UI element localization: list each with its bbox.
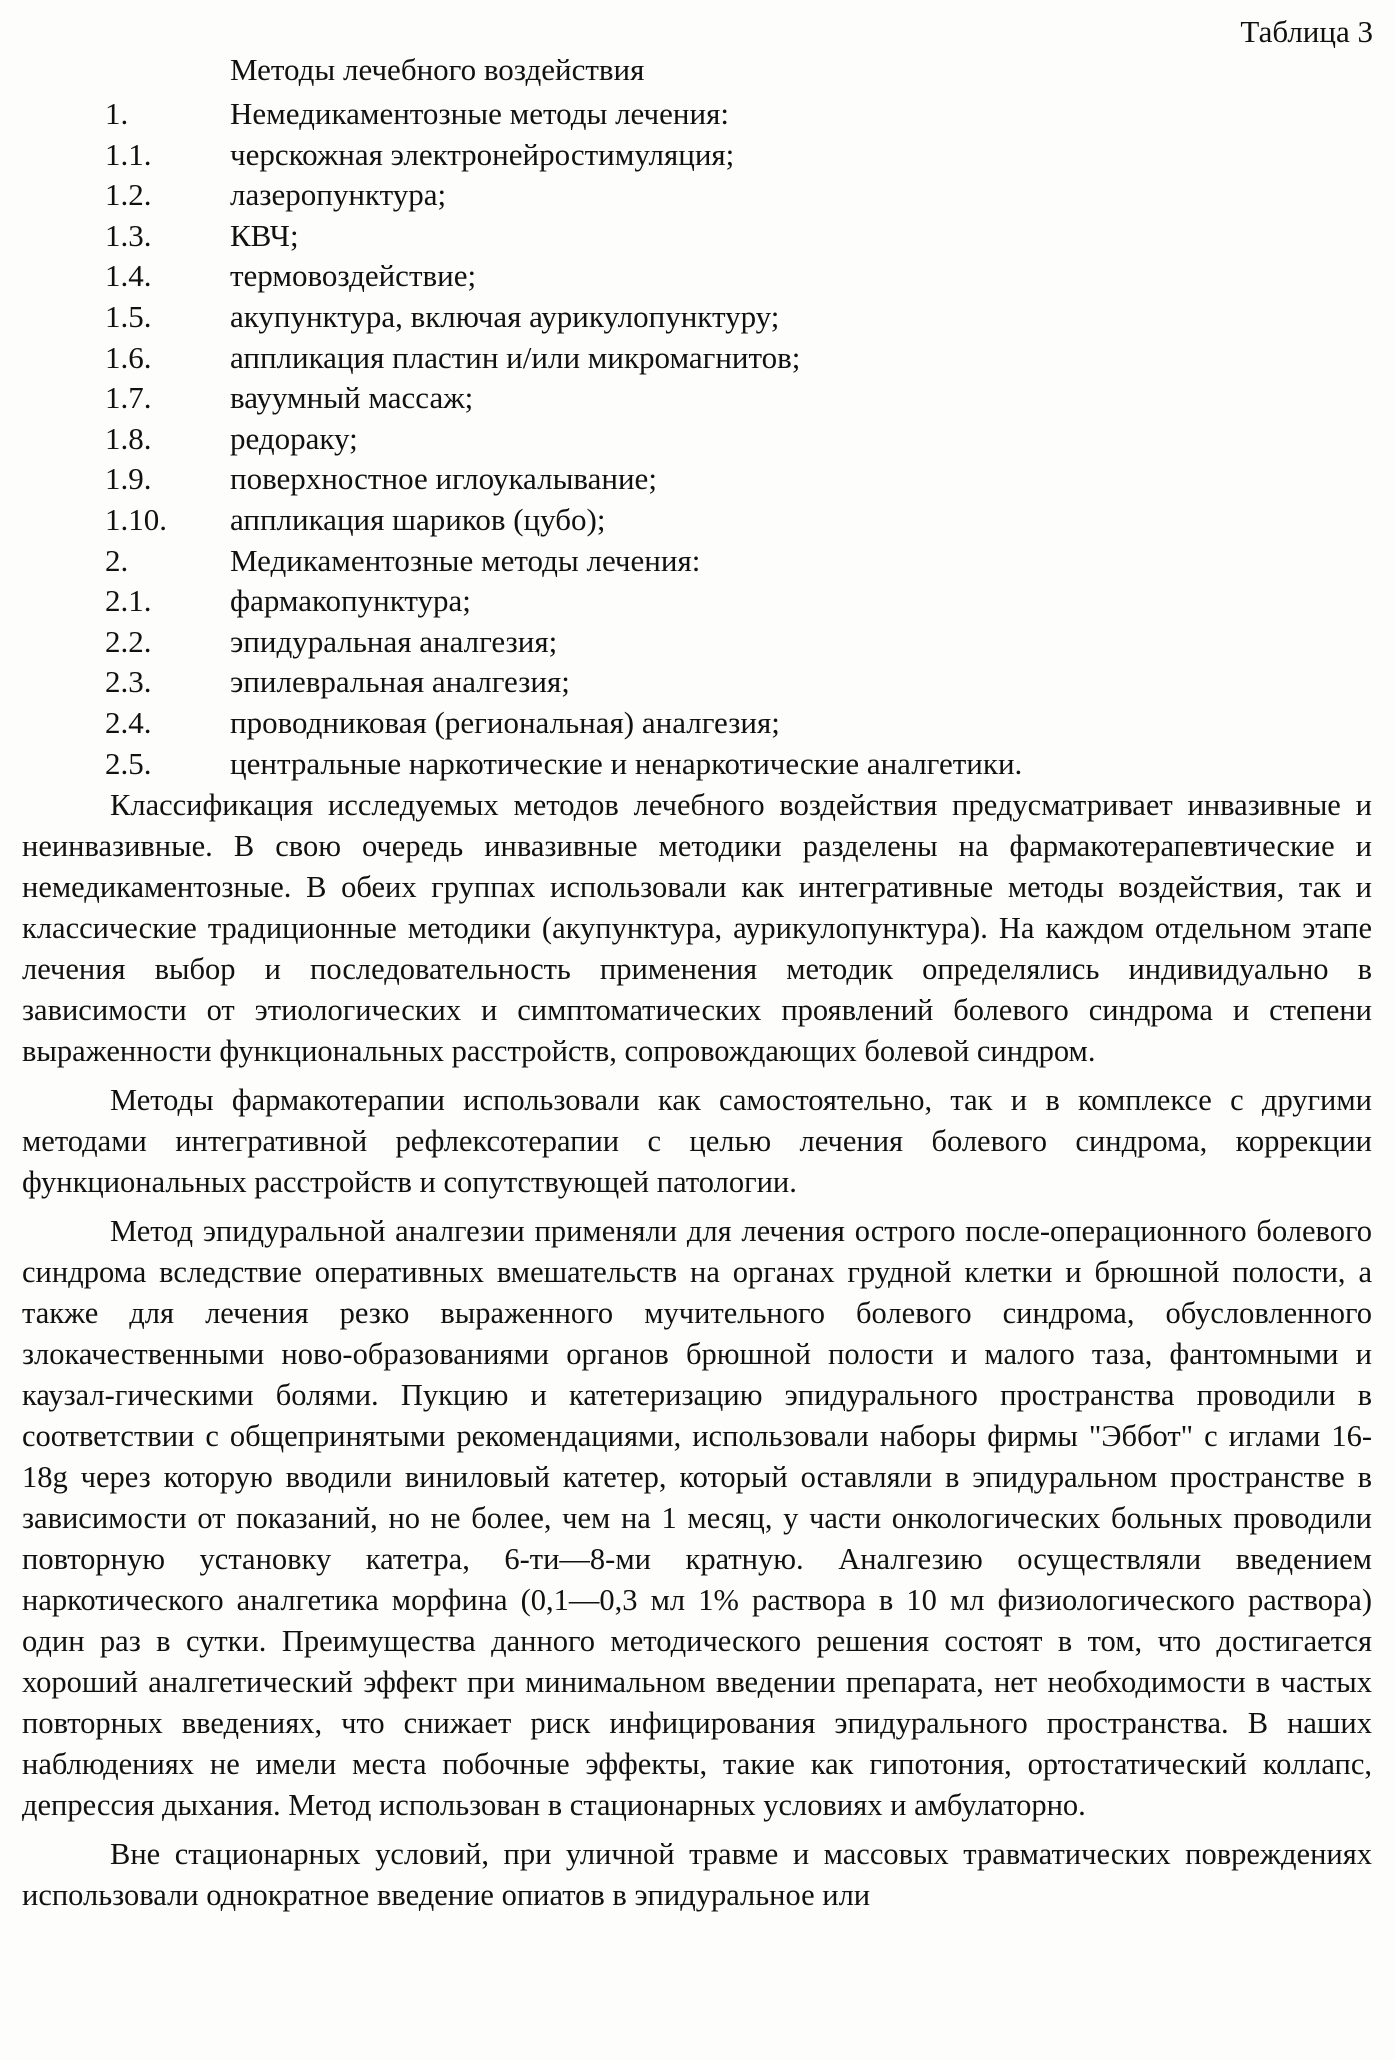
list-item [105,338,1375,379]
list-item [105,500,1375,541]
paragraph: Методы фармакотерапии использовали как самостоятельно, так и в комплексе с другими методами интегративной рефлексотерапии с целью лечения болевого синдрома, коррекции функциональных расстройств и сопутствующей патологии. [22,1083,1372,1199]
list-item [105,135,1375,176]
item-text: Немедикаментозные методы лечения: [230,96,729,131]
list-item [105,459,1375,500]
item-number: 1.4. [105,258,152,294]
item-text: проводниковая (региональная) аналгезия; [230,704,780,740]
methods-list [105,94,1375,784]
list-item [105,256,1375,297]
item-text: КВЧ; [230,217,299,253]
list-item [105,175,1375,216]
item-number: 2. [105,542,129,578]
item-text: вауумный массаж; [230,380,474,416]
item-number: 1.9. [105,461,152,497]
item-number: 1.7. [105,380,152,416]
list-item [105,419,1375,460]
list-item [105,297,1375,338]
paragraph: Классификация исследуемых методов лечебного воздействия предусматривает инвазивные и неинвазивные. В свою очередь инвазивные методики разделены на фармакотерапевтические и немедикаментозные. В обеих группах использовали как интегративные методы воздействия, так и классические традиционные методики (акупунктура, аурикулопунктура). На каждом отдельном этапе лечения выбор и последовательность применения методик определялись индивидуально в зависимости от этиологических и симптоматических проявлений болевого синдрома и степени выраженности функциональных расстройств, сопровождающих болевой синдром. [22,788,1372,1068]
item-text: эпидуральная аналгезия; [230,623,558,659]
item-number: 2.2. [105,623,152,659]
body-text [22,785,1372,1924]
item-number: 1.10. [105,501,167,537]
item-number: 2.4. [105,704,152,740]
paragraph: Метод эпидуральной аналгезии применяли для лечения острого после-операционного болевого синдрома вследствие оперативных вмешательств на органах грудной клетки и брюшной полости, а также для лечения резко выраженного мучительного болевого синдрома, обусловленного злокачественными ново-образованиями органов брюшной полости и малого таза, фантомными и каузал-гическими болями. Пукцию и катетеризацию эпидурального пространства проводили в соответствии с общепринятыми рекомендациями, использовали наборы фирмы "Эббот" с иглами 16-18g через которую вводили виниловый катетер, который оставляли в эпидуральном пространстве в зависимости от показаний, но не более, чем на 1 месяц, у части онкологических больных проводили повторную установку катетра, 6-ти—8-ми кратную. Аналгезию осуществляли введением наркотического аналгетика морфина (0,1—0,3 мл 1% раствора в 10 мл физиологического раствора) один раз в сутки. Преимущества данного методического решения состоят в том, что достигается хороший аналгетический эффект при минимальном введении препарата, нет необходимости в частых повторных введениях, что снижает риск инфицирования эпидурального пространства. В наших наблюдениях не имели места побочные эффекты, такие как гипотония, ортостатический коллапс, депрессия дыхания. Метод использован в стационарных условиях и амбулаторно. [22,1214,1372,1822]
paragraph: Вне стационарных условий, при уличной травме и массовых травматических повреждениях использовали однократное введение опиатов в эпидуральное или [22,1837,1372,1912]
item-text: центральные наркотические и ненаркотические аналгетики. [230,745,1023,781]
list-item [105,662,1375,703]
item-text: аппликация шариков (цубо); [230,501,606,537]
item-text: термовоздействие; [230,258,477,294]
item-text: акупунктура, включая аурикулопунктуру; [230,298,780,334]
item-number: 1.2. [105,177,152,213]
table-label: Таблица 3 [1240,14,1373,49]
list-item [105,581,1375,622]
item-number: 1.5. [105,298,152,334]
item-text: редораку; [230,420,358,456]
item-number: 2.3. [105,664,152,700]
table-title: Методы лечебного воздействия [230,52,645,87]
list-item [105,216,1375,257]
item-number: 2.1. [105,583,152,619]
item-text: черскожная электронейростимуляция; [230,136,735,172]
list-item [105,94,1375,135]
item-number: 2.5. [105,745,152,781]
item-text: фармакопунктура; [230,583,471,619]
item-number: 1.3. [105,217,152,253]
item-number: 1.6. [105,339,152,375]
item-text: аппликация пластин и/или микромагнитов; [230,339,801,375]
list-item [105,378,1375,419]
list-item [105,541,1375,582]
item-number: 1. [105,96,129,131]
item-text: лазеропунктура; [230,177,447,213]
list-item [105,703,1375,744]
list-item [105,622,1375,663]
item-number: 1.1. [105,136,152,172]
item-text: поверхностное иглоукалывание; [230,461,657,497]
item-text: Медикаментозные методы лечения: [230,542,701,578]
item-number: 1.8. [105,420,152,456]
list-item [105,744,1375,785]
item-text: эпилевральная аналгезия; [230,664,570,700]
